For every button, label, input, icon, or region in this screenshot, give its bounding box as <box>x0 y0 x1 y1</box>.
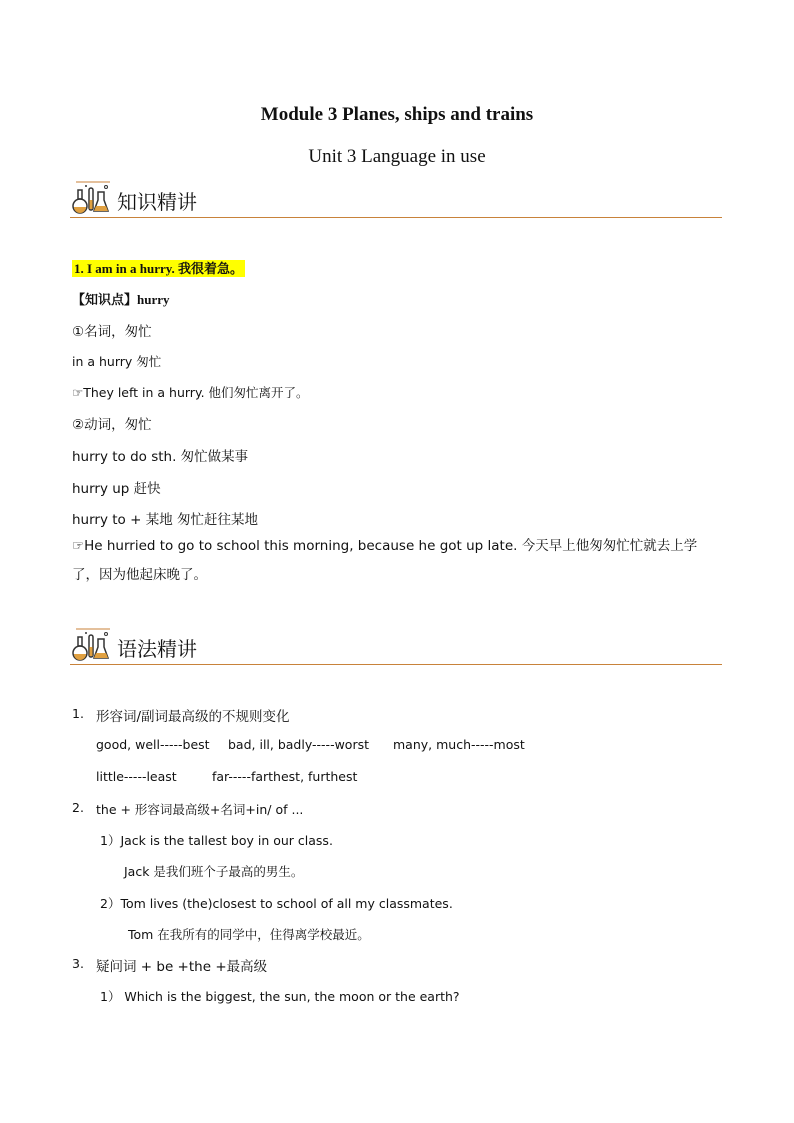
noun-phrase: in a hurry 匆忙 <box>72 354 162 369</box>
highlighted-sentence: 1. I am in a hurry. 我很着急。 <box>74 261 244 276</box>
science-flask-icon <box>70 625 114 663</box>
science-flask-icon <box>70 178 114 216</box>
section-rule <box>70 217 722 219</box>
grammar-item-1-num: 1. <box>72 706 84 721</box>
grammar-example-translation: Jack 是我们班个子最高的男生。 <box>124 864 304 879</box>
verb-phrase-2: hurry up 赶快 <box>72 481 161 497</box>
grammar-item-2-num: 2. <box>72 800 84 815</box>
irregular-form: many, much-----most <box>393 737 525 752</box>
page-title: Module 3 Planes, ships and trains <box>260 104 534 125</box>
grammar-item-1: 形容词/副词最高级的不规则变化 <box>96 709 290 725</box>
grammar-item-2: the + 形容词最高级+名词+in/ of ... <box>96 802 304 817</box>
grammar-item-3-num: 3. <box>72 956 84 971</box>
grammar-example: 1）Jack is the tallest boy in our class. <box>100 833 333 848</box>
section-header-knowledge <box>70 178 722 218</box>
grammar-item-3: 疑问词 + be +the +最高级 <box>96 959 268 975</box>
irregular-form: good, well-----best <box>96 737 210 752</box>
irregular-form: little-----least <box>96 769 177 784</box>
verb-example: ☞He hurried to go to school this morning, because he got up late. 今天早上他匆匆忙忙就去上学了，因为他起床晚了。 <box>72 538 698 583</box>
grammar-example: 1） Which is the biggest, the sun, the moon or the earth? <box>100 989 460 1004</box>
section-header-grammar <box>70 625 722 665</box>
verb-phrase-1: hurry to do sth. 匆忙做某事 <box>72 449 249 465</box>
noun-heading: ①名词，匆忙 <box>72 324 152 340</box>
irregular-form: bad, ill, badly-----worst <box>228 737 369 752</box>
grammar-example: 2）Tom lives (the)closest to school of all my classmates. <box>100 896 453 911</box>
grammar-example-translation: Tom 在我所有的同学中，住得离学校最近。 <box>128 927 370 942</box>
section-label-knowledge: 知识精讲 <box>117 190 197 214</box>
noun-example: ☞They left in a hurry. 他们匆忙离开了。 <box>72 385 309 400</box>
knowledge-point: 【知识点】hurry <box>72 292 170 307</box>
verb-heading: ②动词，匆忙 <box>72 417 152 433</box>
section-label-grammar: 语法精讲 <box>117 637 197 661</box>
verb-phrase-3: hurry to + 某地 匆忙赶往某地 <box>72 512 258 528</box>
section-rule <box>70 664 722 666</box>
irregular-form: far-----farthest, furthest <box>212 769 358 784</box>
page-subtitle: Unit 3 Language in use <box>308 146 486 167</box>
